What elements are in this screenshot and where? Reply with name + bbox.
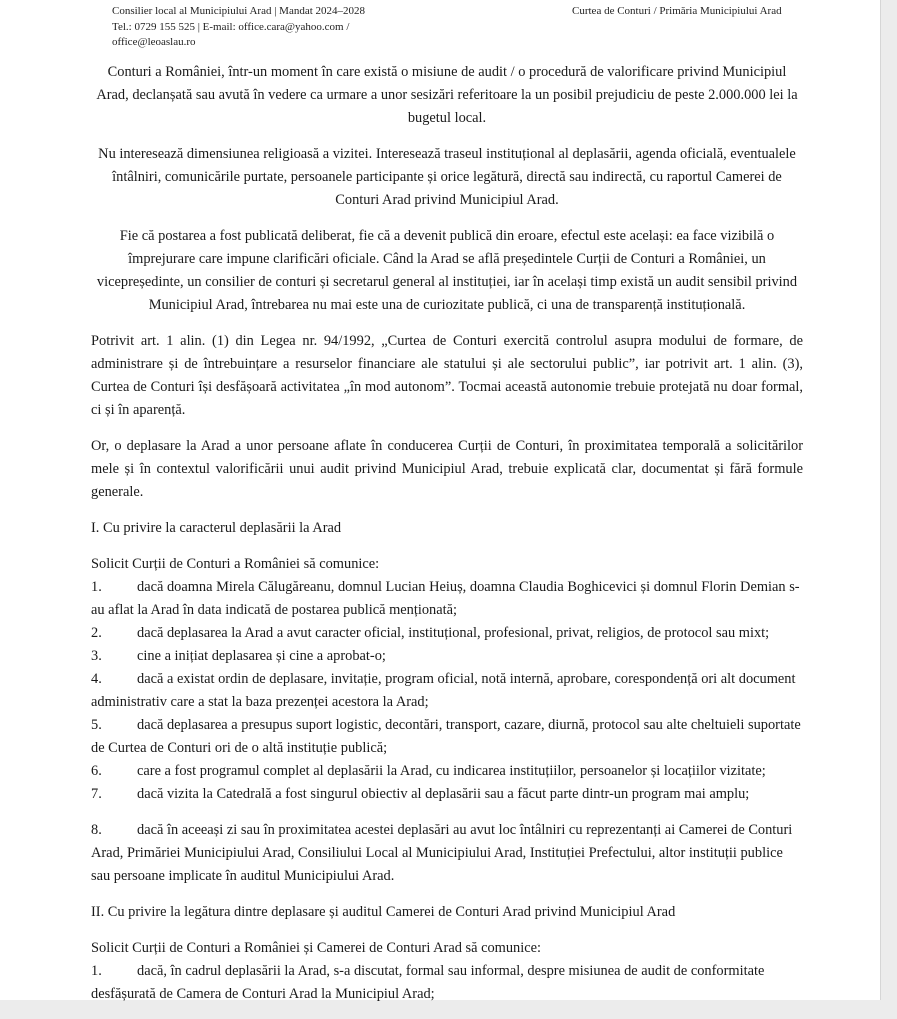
header-title: Consilier local al Municipiului Arad | Mandat 2024–2028 [112, 5, 366, 17]
list-item [91, 645, 803, 668]
paragraph-3: Fie că postarea a fost publicată deliberat, fie că a devenit publică din eroare, efectul este același: ea face vizibilă o împrejurare care impune clarificări oficiale. Când la Arad se află președintele Curții de Conturi a României, un vicepreședinte, un consilier de conturi și secretarul general al instituției, iar în același timp există un audit sensibil privind Municipiul Arad, întrebarea nu mai este una de curiozitate publică, ci una de transparență instituțională. [96, 228, 798, 313]
list-item-text: dacă deplasarea la Arad a avut caracter oficial, instituțional, profesional, privat, religios, de protocol sau mixt; [137, 625, 770, 641]
list-item-text: dacă a existat ordin de deplasare, invitație, program oficial, notă internă, aprobare, corespondență ori alt document administrativ care a stat la baza prezenței acestora la Arad; [91, 671, 796, 710]
section-1-heading: I. Cu privire la caracterul deplasării la Arad [91, 520, 342, 536]
section-1-intro: Solicit Curții de Conturi a României să comunice: [91, 556, 380, 572]
list-item [91, 668, 803, 714]
section-1-list [91, 553, 803, 888]
header-email-2: office@leoaslau.ro [112, 36, 196, 48]
list-item [91, 819, 803, 888]
paragraph-2: Nu interesează dimensiunea religioasă a vizitei. Interesează traseul instituțional al deplasării, agenda oficială, eventualele întâlniri, comunicările purtate, persoanele participante și orice legătură, directă sau indirectă, cu raportul Camerei de Conturi Arad privind Municipiul Arad. [98, 146, 796, 208]
list-item-number: 7. [91, 786, 102, 802]
list-item-number: 2. [91, 625, 102, 641]
list-item-text: care a fost programul complet al deplasării la Arad, cu indicarea instituțiilor, persoanelor și locațiilor vizitate; [137, 763, 766, 779]
list-item [91, 714, 803, 760]
list-item [91, 622, 803, 645]
list-item-text: dacă doamna Mirela Călugăreanu, domnul Lucian Heiuș, doamna Claudia Boghicevici și domnul Florin Demian s-au aflat la Arad în data indicată de postarea publică menționată; [91, 579, 800, 618]
section-2-list [91, 937, 803, 1006]
list-item [91, 760, 803, 783]
document-body [91, 61, 803, 1019]
header-phone-email: Tel.: 0729 155 525 | E-mail: office.cara@yahoo.com / [112, 20, 350, 33]
list-item-number: 8. [91, 822, 102, 838]
list-item-number: 1. [91, 963, 102, 979]
list-item-text: dacă vizita la Catedrală a fost singurul obiectiv al deplasării sau a făcut parte dintr-un program mai amplu; [137, 786, 750, 802]
section-2-intro: Solicit Curții de Conturi a României și Camerei de Conturi Arad să comunice: [91, 940, 542, 956]
list-item-number: 3. [91, 648, 102, 664]
list-item [91, 960, 803, 1006]
list-item-text: dacă deplasarea a presupus suport logistic, decontări, transport, cazare, diurnă, protocol sau alte cheltuieli suportate de Curtea de Conturi ori de o altă instituție publică; [91, 717, 801, 756]
list-item [91, 576, 803, 622]
list-item-number: 5. [91, 717, 102, 733]
section-2-heading: II. Cu privire la legătura dintre deplasare și auditul Camerei de Conturi Arad privind Municipiul Arad [91, 904, 676, 920]
list-item-number: 1. [91, 579, 102, 595]
list-item-text: dacă în aceeași zi sau în proximitatea acestei deplasări au avut loc întâlniri cu reprezentanți ai Camerei de Conturi Arad, Primăriei Municipiului Arad, Consiliului Local al Municipiului Arad, Instituției Prefectului, altor instituții publice sau persoane implicate în auditul Municipiului Arad. [91, 822, 793, 884]
list-item-text: cine a inițiat deplasarea și cine a aprobat-o; [137, 648, 386, 664]
list-item-number: 4. [91, 671, 102, 687]
list-item-number: 6. [91, 763, 102, 779]
paragraph-4: Potrivit art. 1 alin. (1) din Legea nr. 94/1992, „Curtea de Conturi exercită controlul asupra modului de formare, de administrare și de întrebuințare a resurselor financiare ale statului și ale sectorului public”, iar potrivit art. 1 alin. (3), Curtea de Conturi își desfășoară activitatea „în mod autonom”. Tocmai această autonomie trebuie protejată nu doar formal, ci și în aparență. [91, 333, 803, 418]
paragraph-1: Conturi a României, într-un moment în care există o misiune de audit / o procedură de valorificare privind Municipiul Arad, declanșată sau avută în vedere ca urmare a unor sesizări referitoare la un posibil prejudiciu de peste 2.000.000 lei la bugetul local. [96, 64, 798, 126]
header-contact [112, 4, 365, 51]
paragraph-5: Or, o deplasare la Arad a unor persoane aflate în conducerea Curții de Conturi, în proximitatea temporală a solicitărilor mele și în contextul valorificării unui audit privind Municipiul Arad, trebuie explicată clar, documentat și fără formule generale. [91, 438, 803, 500]
header-recipient: Curtea de Conturi / Primăria Municipiului Arad [572, 5, 782, 17]
list-item-text: dacă, în cadrul deplasării la Arad, s-a discutat, formal sau informal, despre misiunea de audit de conformitate desfășurată de Camera de Conturi Arad la Municipiul Arad; [91, 963, 765, 1002]
list-item [91, 783, 803, 806]
